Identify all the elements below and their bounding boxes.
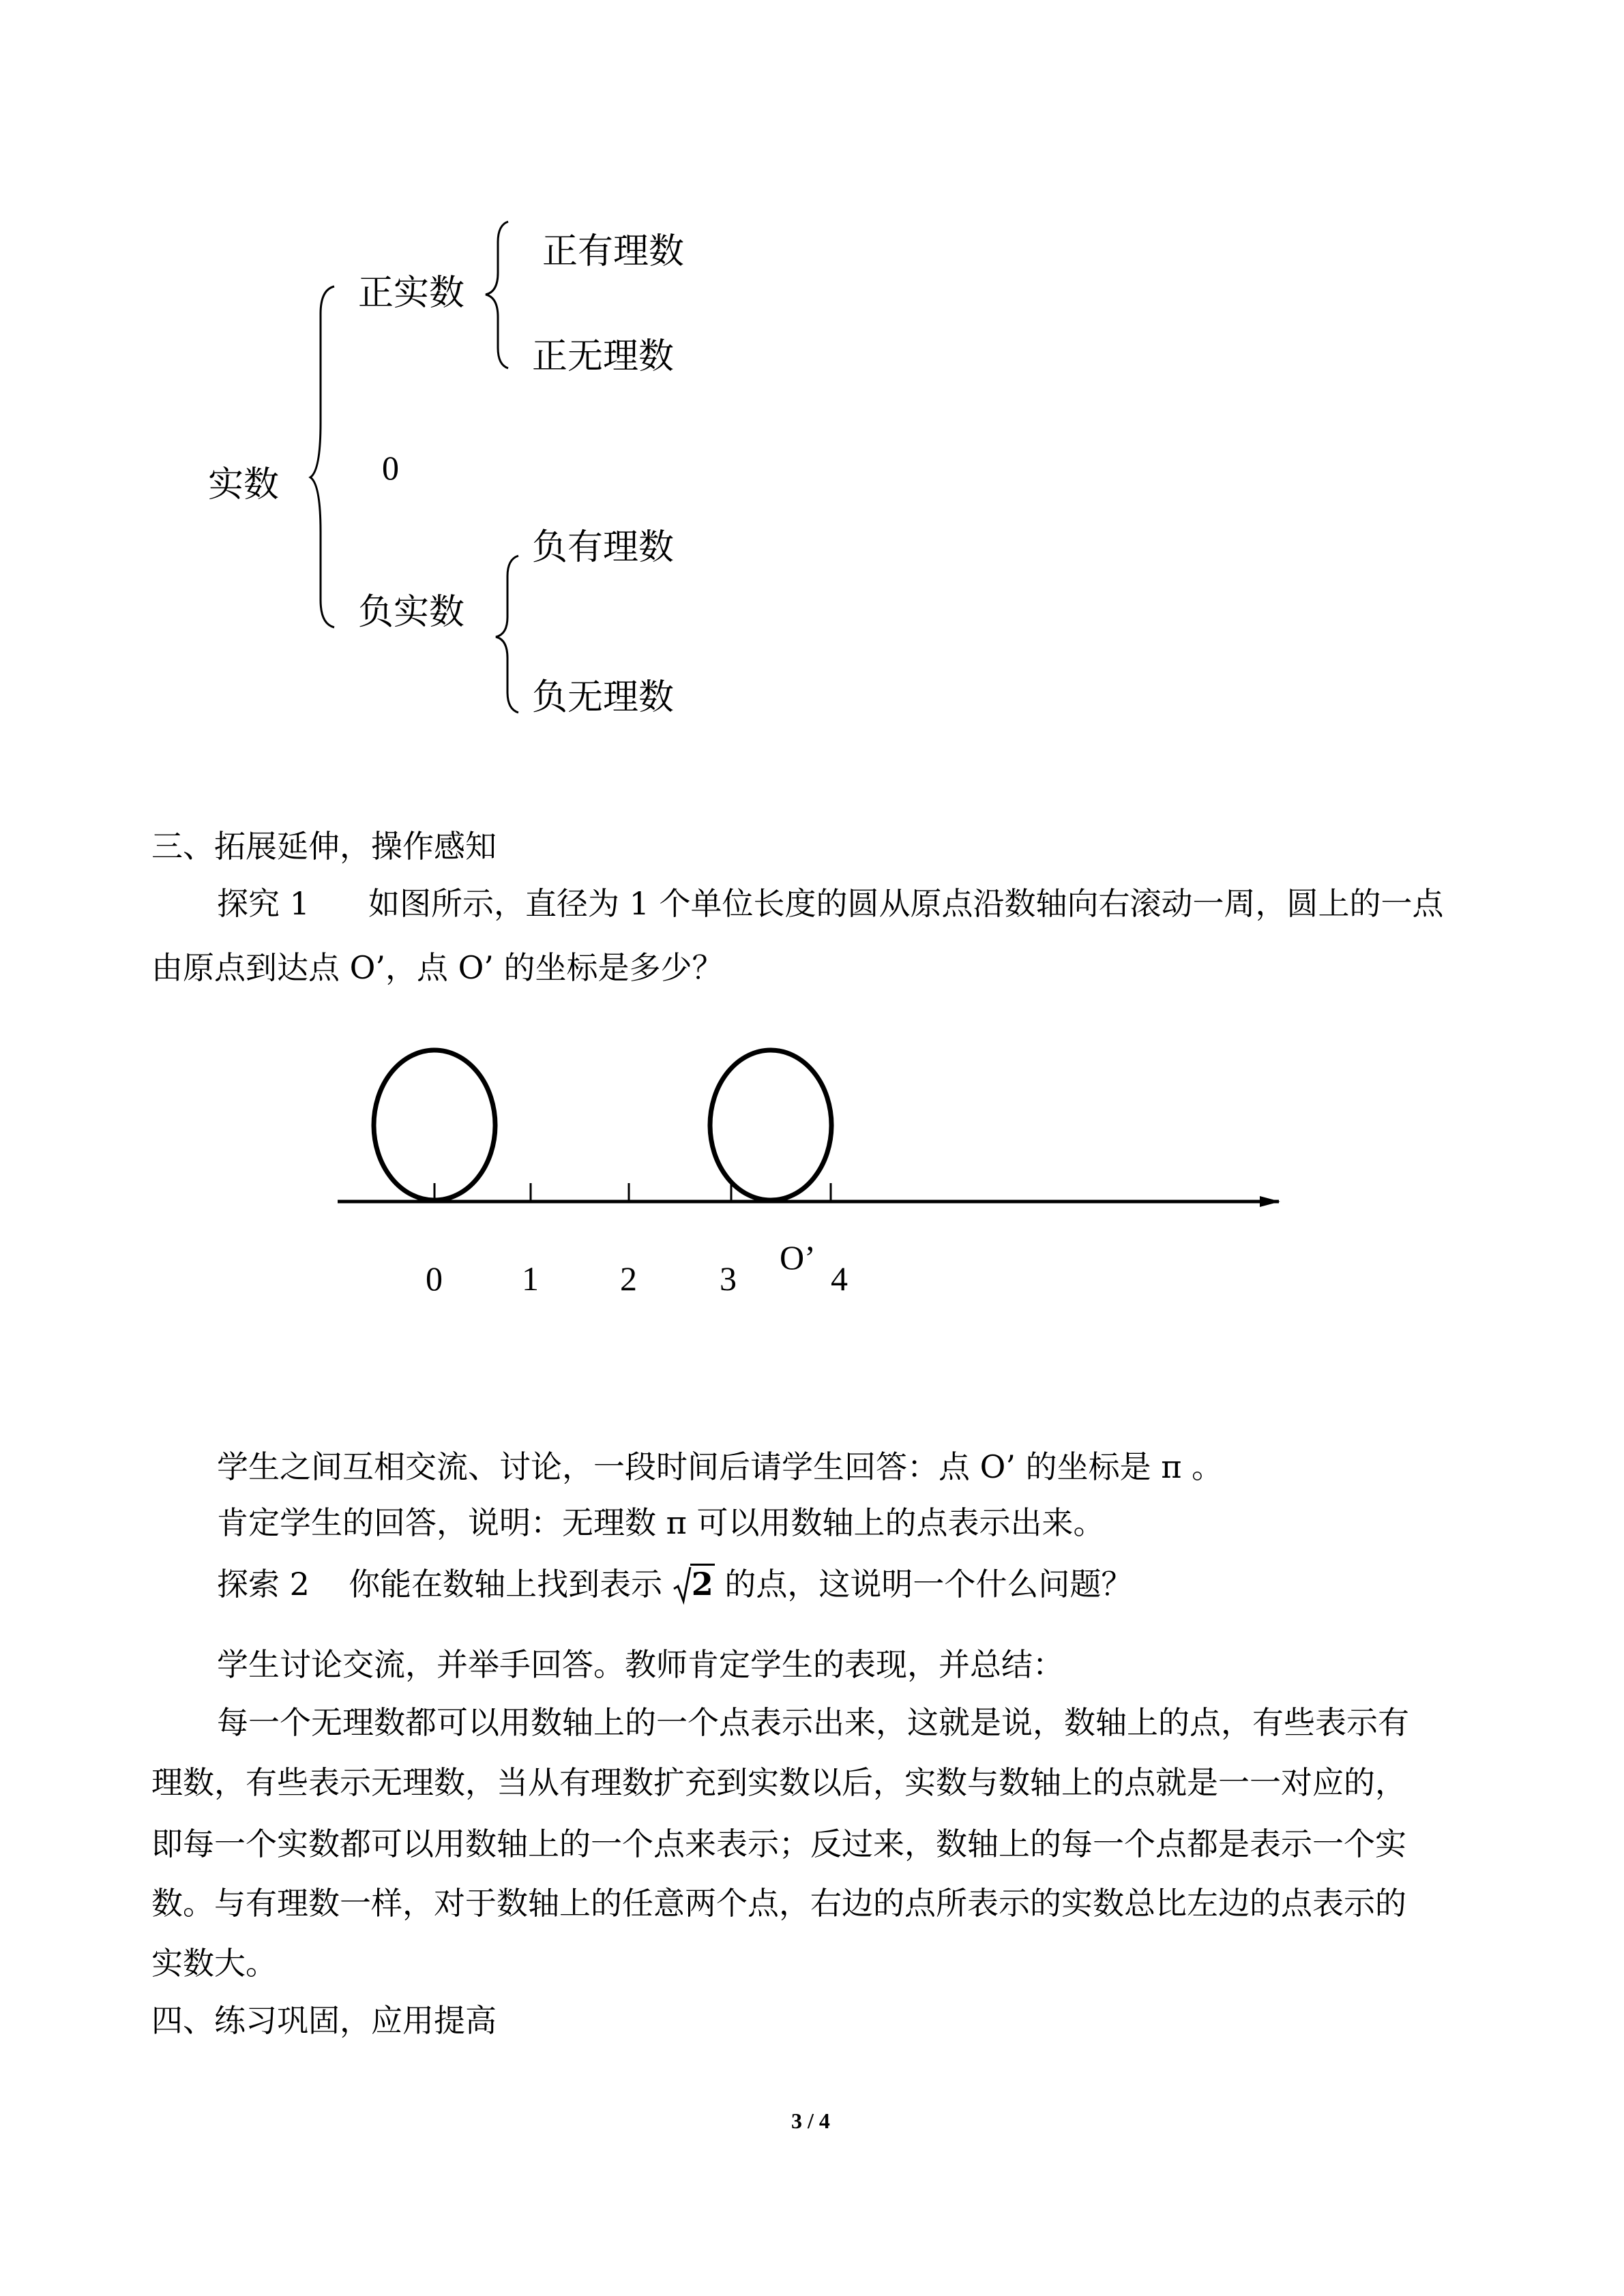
tick-label-1: 1 — [522, 1259, 539, 1298]
classification-braces — [0, 0, 1624, 750]
class-pos-rational: 正有理数 — [542, 231, 685, 272]
root-brace — [310, 286, 334, 627]
sqrt-symbol — [673, 1568, 715, 1600]
paragraph-2: 肯定学生的回答，说明：无理数 π 可以用数轴上的点表示出来。 — [217, 1504, 1105, 1541]
class-neg-irrational: 负无理数 — [532, 677, 675, 718]
sqrt-radicand: 2 — [690, 1564, 715, 1602]
negative-brace — [496, 556, 518, 713]
tick-label-0: 0 — [426, 1259, 443, 1298]
page-number: 3 / 4 — [791, 2108, 830, 2133]
tick-label-4: 4 — [831, 1259, 848, 1298]
paragraph-4-line-1: 每一个无理数都可以用数轴上的一个点表示出来，这就是说，数轴上的点，有些表示有 — [217, 1704, 1409, 1741]
class-pos-irrational: 正无理数 — [532, 336, 675, 377]
class-positive: 正实数 — [358, 273, 465, 314]
radical-sign-icon — [673, 1566, 692, 1607]
tick-label-2: 2 — [620, 1259, 637, 1298]
circle-end — [710, 1050, 831, 1200]
paragraph-4-line-2: 理数，有些表示无理数，当从有理数扩充到实数以后，实数与数轴上的点就是一一对应的， — [151, 1764, 1406, 1801]
section4-heading: 四、练习巩固，应用提高 — [151, 2002, 497, 2039]
positive-brace — [486, 222, 508, 368]
class-negative: 负实数 — [358, 592, 465, 633]
paragraph-1: 学生之间互相交流、讨论，一段时间后请学生回答：点 O’ 的坐标是 π 。 — [217, 1448, 1224, 1485]
explore1-line1: 如图所示，直径为 1 个单位长度的圆从原点沿数轴向右滚动一周，圆上的一点 — [368, 885, 1444, 922]
explore1-label: 探究 1 — [217, 885, 310, 922]
class-zero: 0 — [382, 449, 399, 487]
tick-label-3: 3 — [720, 1259, 737, 1298]
paragraph-3: 学生讨论交流，并举手回答。教师肯定学生的表现，并总结： — [217, 1646, 1064, 1683]
circle-start — [374, 1050, 495, 1200]
o-prime-label: O’ — [780, 1238, 816, 1277]
explore2-post: 的点，这说明一个什么问题？ — [724, 1566, 1133, 1602]
explore2-label: 探索 2 — [217, 1566, 310, 1602]
explore2-pre: 你能在数轴上找到表示 — [349, 1566, 663, 1602]
class-root: 实数 — [208, 464, 280, 505]
explore2-line — [217, 1568, 1132, 1600]
paragraph-4-line-5: 实数大。 — [151, 1945, 277, 1982]
paragraph-4-line-3: 即每一个实数都可以用数轴上的一个点来表示；反过来，数轴上的每一个点都是表示一个实 — [151, 1825, 1406, 1862]
paragraph-4-line-4: 数。与有理数一样，对于数轴上的任意两个点，右边的点所表示的实数总比左边的点表示的 — [151, 1885, 1406, 1922]
explore1-line2: 由原点到达点 O’，点 O’ 的坐标是多少？ — [151, 949, 724, 986]
section3-heading: 三、拓展延伸，操作感知 — [151, 828, 497, 865]
class-neg-rational: 负有理数 — [532, 527, 675, 568]
